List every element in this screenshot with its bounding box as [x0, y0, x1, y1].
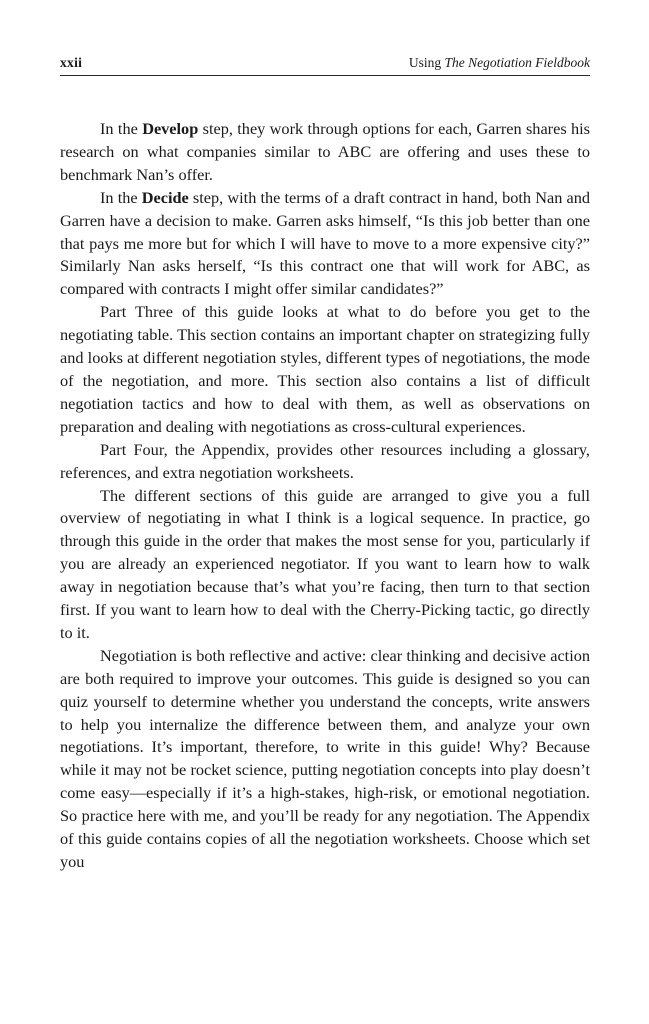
paragraph-part-three: Part Three of this guide looks at what to do before you get to the negotiating table. This section contains an important chapter on strategizing fully and looks at different negotiation styles, different types of negotiations, the mode of the negotiation, and more. This section also contains a list of difficult negotiation tactics and how to deal with them, as well as observations on preparation and dealing with negotiations as cross-cultural experiences.	[60, 302, 590, 436]
running-head-title	[409, 54, 590, 72]
paragraph-decide-step	[60, 187, 590, 302]
running-head-book-title: The Negotiation Fieldbook	[444, 55, 590, 70]
paragraph-reflective-active: Negotiation is both reflective and active: clear thinking and decisive action are both required to improve your outcomes. This guide is designed so you can quiz yourself to determine whether you understand the concepts, write answers to help you internalize the difference between them, and analyze your own negotiations. It’s important, therefore, to write in this guide! Why? Because while it may not be rocket science, putting negotiation concepts into play doesn’t come easy—especially if it’s a high-stakes, high-risk, or emotional negotiation. So practice here with me, and you’ll be ready for any negotiation. The Appendix of this guide contains copies of all the negotiation worksheets. Choose which set you	[60, 645, 590, 871]
body-text	[60, 118, 590, 874]
page-number: xxii	[60, 55, 83, 70]
running-head-title-prefix: Using	[408, 55, 445, 70]
paragraph-sections-overview: The different sections of this guide are arranged to give you a full overview of negotiating in what I think is a logical sequence. In practice, go through this guide in the order that makes the most sense for you, particularly if you are already an experienced negotiator. If you want to learn how to walk away in negotiation because that’s what you’re facing, then turn to that section first. If you want to learn how to deal with the Cherry-Picking tactic, go directly to it.	[60, 485, 590, 642]
paragraph-develop-step	[60, 118, 590, 187]
paragraph-text: step, with the terms of a draft contract in hand, both Nan and Garren have a decision to make. Garren asks himself, “Is this job better than one that pays me more but for which I will have to move to a more expensive city?” Similarly Nan asks herself, “Is this contract one that will work for ABC, as compared with contracts I might offer similar candidates?”	[60, 187, 590, 299]
book-page	[60, 54, 590, 874]
paragraph-text: In the	[100, 119, 143, 138]
paragraph-part-four: Part Four, the Appendix, provides other resources including a glossary, references, and extra negotiation worksheets.	[60, 439, 590, 482]
paragraph-text: step, they work through options for each, Garren shares his research on what companies similar to ABC are offering and uses these to benchmark Nan’s offer.	[60, 119, 591, 184]
paragraph-text: In the	[100, 187, 142, 207]
bold-term-decide: Decide	[141, 187, 189, 207]
running-head	[60, 54, 590, 76]
bold-term-develop: Develop	[142, 119, 199, 138]
